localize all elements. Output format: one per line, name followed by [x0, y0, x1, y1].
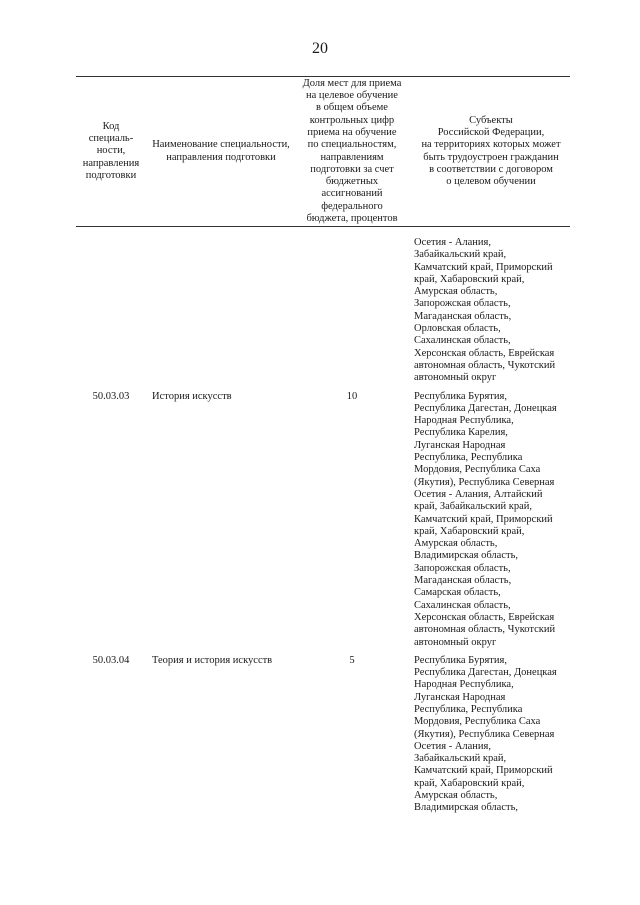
row-name: Теория и история искусств: [152, 654, 273, 666]
table-row: [76, 385, 570, 649]
header-name: [146, 77, 296, 227]
continuation-code: [76, 227, 146, 385]
text-line: Магаданская область,: [414, 310, 512, 322]
text-line: Осетия - Алания,: [414, 237, 491, 248]
row-name: История искусств: [152, 390, 232, 402]
text-line: Осетия - Алания, Алтайский: [414, 488, 543, 500]
text-line: край, Хабаровский край,: [414, 525, 525, 537]
text-line: (Якутия), Республика Северная: [414, 728, 555, 740]
text-line: о целевом обучении: [446, 176, 536, 188]
text-line: Субъекты: [469, 114, 513, 126]
text-line: (Якутия), Республика Северная: [414, 476, 555, 488]
text-line: на целевое обучение: [306, 90, 398, 102]
text-line: Республика, Республика: [414, 452, 523, 464]
text-line: край, Забайкальский край,: [414, 501, 533, 513]
table-row: [76, 649, 570, 815]
text-line: Магаданская область,: [414, 575, 512, 587]
continuation-name: [146, 227, 296, 385]
text-line: Луганская Народная: [414, 439, 506, 451]
continuation-row: [76, 227, 570, 385]
text-line: Амурская область,: [414, 538, 498, 550]
text-line: бюджета, процентов: [306, 212, 398, 224]
continuation-share: [296, 227, 408, 385]
text-line: в общем объеме: [316, 102, 388, 114]
header-share: [296, 77, 408, 227]
text-line: Амурская область,: [414, 790, 498, 802]
text-line: контрольных цифр: [309, 114, 395, 126]
text-line: на территориях которых может: [421, 139, 561, 151]
text-line: Республика Бурятия,: [414, 390, 507, 402]
text-line: Сахалинская область,: [414, 599, 511, 611]
text-line: Код: [102, 120, 120, 132]
page-number: 20: [312, 40, 328, 57]
text-line: Орловская область,: [414, 323, 501, 335]
header-regions: [408, 77, 570, 227]
text-line: Народная Республика,: [414, 679, 514, 691]
text-line: Херсонская область, Еврейская: [414, 611, 555, 623]
text-line: автономная область, Чукотский: [414, 359, 556, 371]
text-line: край, Хабаровский край,: [414, 273, 525, 285]
text-line: Мордовия, Республика Саха: [414, 716, 541, 728]
text-line: приема на обучение: [307, 126, 397, 138]
text-line: автономный округ: [414, 636, 497, 648]
target-training-table: [76, 76, 570, 815]
text-line: Херсонская область, Еврейская: [414, 347, 555, 359]
text-line: Амурская область,: [414, 286, 498, 298]
text-line: автономная область, Чукотский: [414, 624, 556, 636]
text-line: ассигнований: [321, 188, 383, 200]
text-line: Мордовия, Республика Саха: [414, 464, 541, 476]
text-line: Владимирская область,: [414, 550, 518, 562]
text-line: быть трудоустроен гражданин: [423, 151, 559, 163]
text-line: Доля мест для приема: [302, 77, 402, 89]
text-line: Самарская область,: [414, 587, 501, 599]
text-line: бюджетных: [325, 176, 379, 188]
text-line: федерального: [321, 200, 383, 212]
text-line: Народная Республика,: [414, 415, 514, 427]
text-line: направления: [82, 157, 140, 169]
text-line: Республика Дагестан, Донецкая: [414, 402, 557, 414]
text-line: направления подготовки: [166, 151, 276, 163]
row-code: 50.03.03: [92, 390, 130, 402]
text-line: направлениям: [320, 151, 384, 163]
text-line: Сахалинская область,: [414, 335, 511, 347]
text-line: Камчатский край, Приморский: [414, 261, 553, 273]
continuation-regions: [408, 227, 570, 385]
text-line: Республика Бурятия,: [414, 654, 507, 666]
text-line: автономный округ: [414, 372, 497, 384]
text-line: по специальностям,: [307, 139, 397, 151]
text-line: ности,: [96, 145, 126, 157]
text-line: специаль-: [88, 133, 134, 145]
text-line: Забайкальский край,: [414, 249, 507, 261]
row-code: 50.03.04: [92, 654, 130, 666]
table-header-row: [76, 77, 570, 227]
text-line: Запорожская область,: [414, 298, 511, 310]
row-share: 10: [346, 390, 358, 402]
text-line: Республика Дагестан, Донецкая: [414, 667, 557, 679]
row-share: 5: [349, 654, 355, 666]
text-line: Камчатский край, Приморский: [414, 765, 553, 777]
text-line: Запорожская область,: [414, 562, 511, 574]
text-line: Луганская Народная: [414, 691, 506, 703]
text-line: Забайкальский край,: [414, 753, 507, 765]
text-line: Наименование специальности,: [152, 139, 290, 151]
text-line: подготовки за счет: [310, 163, 394, 175]
text-line: подготовки: [85, 169, 137, 181]
text-line: Камчатский край, Приморский: [414, 513, 553, 525]
text-line: край, Хабаровский край,: [414, 777, 525, 789]
row-regions: [408, 649, 570, 815]
text-line: Республика, Республика: [414, 703, 523, 715]
header-code: [76, 77, 146, 227]
text-line: Республика Карелия,: [414, 427, 508, 439]
text-line: в соответствии с договором: [429, 163, 553, 175]
text-line: Осетия - Алания,: [414, 740, 491, 752]
row-regions: [408, 385, 570, 649]
text-line: Российской Федерации,: [437, 126, 545, 138]
text-line: Владимирская область,: [414, 802, 518, 814]
